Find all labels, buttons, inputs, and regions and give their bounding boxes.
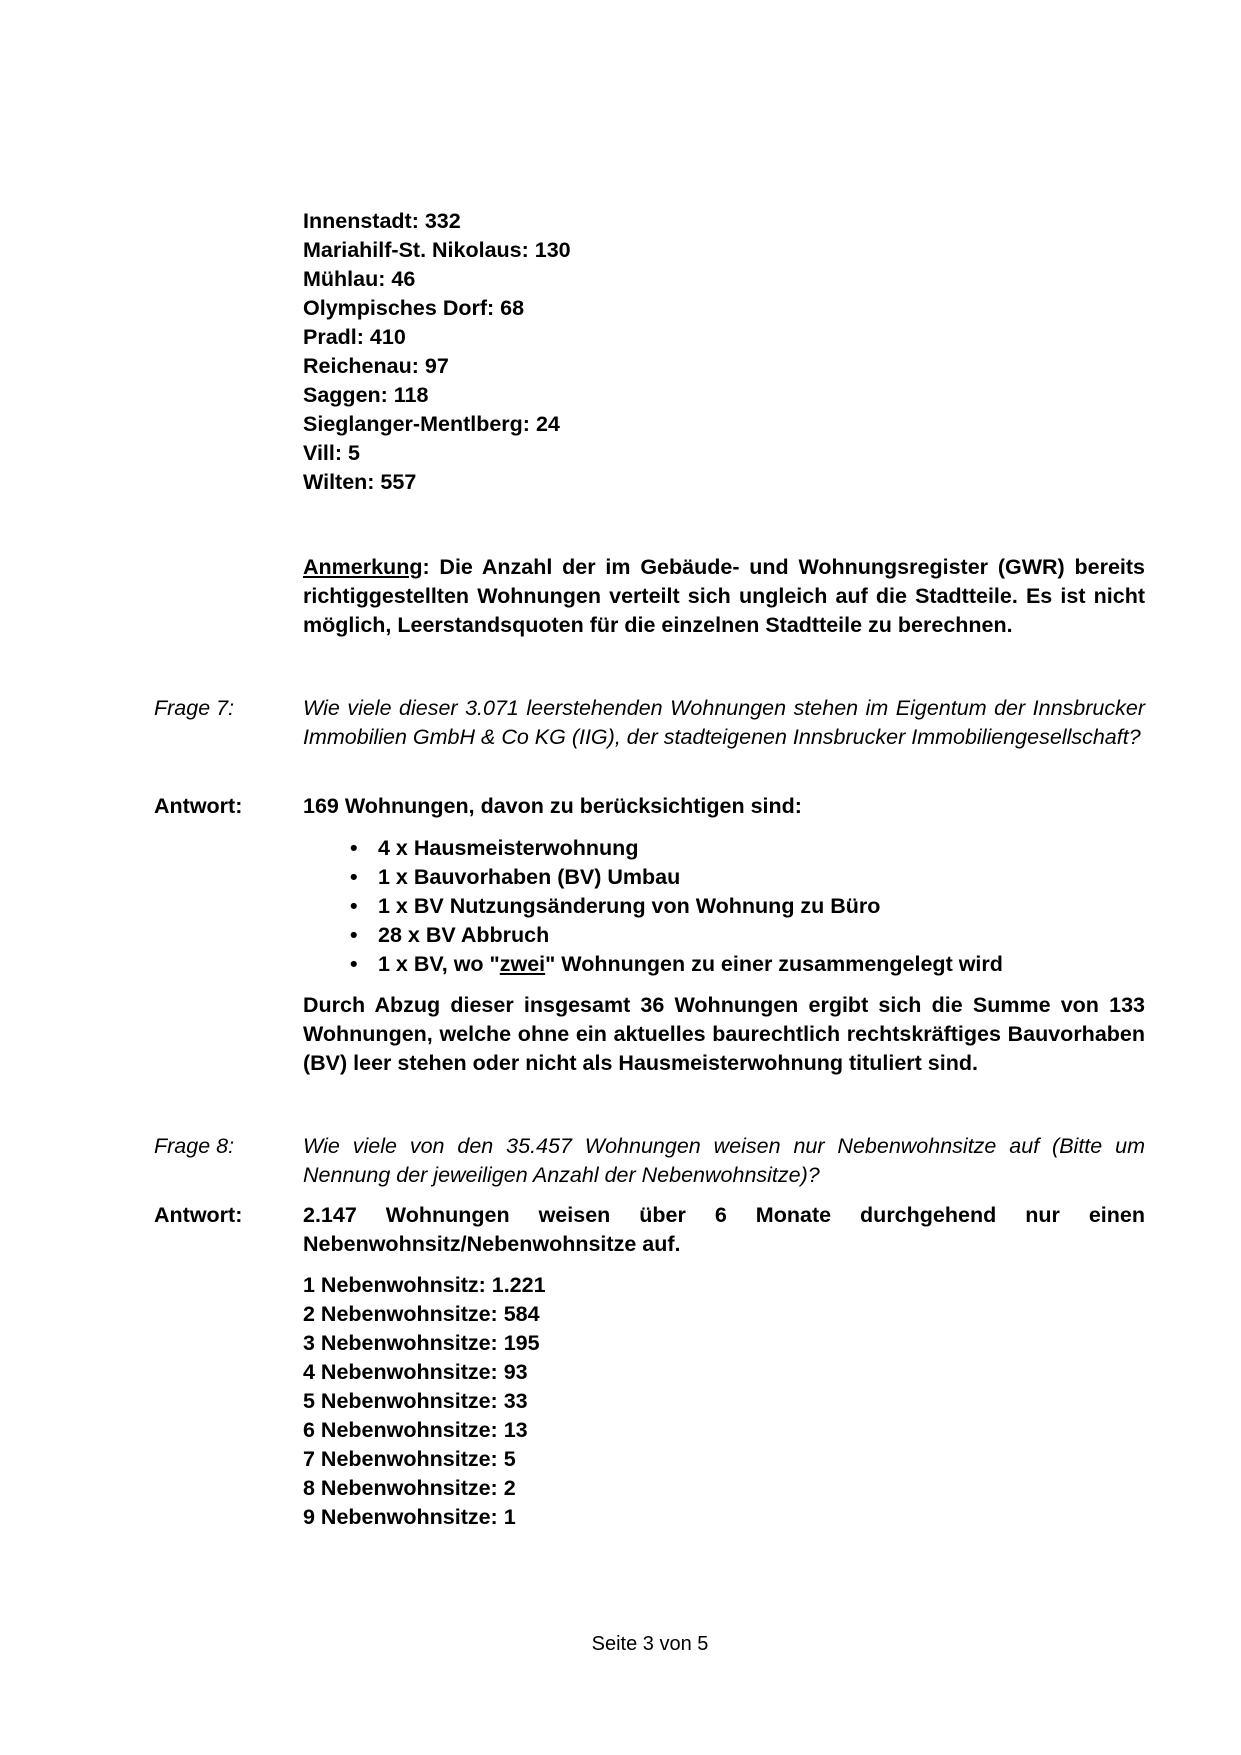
list-item: Reichenau: 97 <box>303 354 449 378</box>
bullet-icon: • <box>350 923 358 947</box>
list-item: Mühlau: 46 <box>303 267 416 291</box>
answer-7-bullet-list <box>303 834 1003 979</box>
list-item: • 1 x Bauvorhaben (BV) Umbau <box>303 863 1003 892</box>
list-item: 4 Nebenwohnsitze: 93 <box>303 1360 528 1384</box>
list-item: 1 Nebenwohnsitz: 1.221 <box>303 1273 546 1297</box>
question-8-label: Frage 8: <box>154 1134 235 1158</box>
list-item: 9 Nebenwohnsitze: 1 <box>303 1505 516 1529</box>
list-item: 6 Nebenwohnsitze: 13 <box>303 1418 528 1442</box>
answer-8-intro: 2.147 Wohnungen weisen über 6 Monate durchgehend nur einen Nebenwohnsitz/Nebenwohnsitze auf. <box>303 1203 1145 1256</box>
list-item: • 4 x Hausmeisterwohnung <box>303 834 1003 863</box>
answer-7-intro: 169 Wohnungen, davon zu berücksichtigen sind: <box>303 794 802 818</box>
note-text: : Die Anzahl der im Gebäude- und Wohnungsregister (GWR) bereits richtiggestellten Wohnungen verteilt sich ungleich auf die Stadtteile. Es ist nicht möglich, Leerstandsquoten für die einzelnen Stadtteile zu berechnen. <box>303 555 1145 637</box>
underlined-word: zwei <box>499 952 546 976</box>
list-item: Olympisches Dorf: 68 <box>303 296 525 320</box>
question-7-text: Wie viele dieser 3.071 leerstehenden Wohnungen stehen im Eigentum der Innsbrucker Immobilien GmbH & Co KG (IIG), der stadteigenen Innsbrucker Immobiliengesellschaft? <box>303 696 1145 749</box>
list-item: Wilten: 557 <box>303 470 417 494</box>
note-paragraph <box>303 553 1145 640</box>
list-item: 3 Nebenwohnsitze: 195 <box>303 1331 540 1355</box>
list-item: 7 Nebenwohnsitze: 5 <box>303 1447 516 1471</box>
list-item: • 28 x BV Abbruch <box>303 921 1003 950</box>
list-item: • 1 x BV Nutzungsänderung von Wohnung zu Büro <box>303 892 1003 921</box>
list-item: Sieglanger-Mentlberg: 24 <box>303 412 560 436</box>
question-7-label: Frage 7: <box>154 696 235 720</box>
list-item: Saggen: 118 <box>303 383 429 407</box>
bullet-icon: • <box>350 836 358 860</box>
page-number: Seite 3 von 5 <box>591 1633 709 1655</box>
list-item: 8 Nebenwohnsitze: 2 <box>303 1476 516 1500</box>
bullet-icon: • <box>350 952 358 976</box>
list-item: 5 Nebenwohnsitze: 33 <box>303 1389 528 1413</box>
district-list <box>303 207 1145 497</box>
secondary-residence-list <box>303 1271 1145 1532</box>
list-item: Innenstadt: 332 <box>303 209 461 233</box>
question-8-text: Wie viele von den 35.457 Wohnungen weisen nur Nebenwohnsitze auf (Bitte um Nennung der jeweiligen Anzahl der Nebenwohnsitze)? <box>303 1134 1145 1187</box>
bullet-icon: • <box>350 894 358 918</box>
list-item: Pradl: 410 <box>303 325 406 349</box>
note-label: Anmerkung <box>303 555 423 579</box>
answer-8-label: Antwort: <box>154 1203 243 1227</box>
list-item: • 1 x BV, wo "zwei" Wohnungen zu einer zusammengelegt wird <box>303 950 1003 979</box>
answer-7-summary: Durch Abzug dieser insgesamt 36 Wohnungen ergibt sich die Summe von 133 Wohnungen, welche ohne ein aktuelles baurechtlich rechtskräftiges Bauvorhaben (BV) leer stehen oder nicht als Hausmeisterwohnung tituliert sind. <box>303 993 1145 1075</box>
list-item: Vill: 5 <box>303 441 360 465</box>
bullet-icon: • <box>350 865 358 889</box>
list-item: Mariahilf-St. Nikolaus: 130 <box>303 238 571 262</box>
answer-7-label: Antwort: <box>154 794 243 818</box>
list-item: 2 Nebenwohnsitze: 584 <box>303 1302 540 1326</box>
